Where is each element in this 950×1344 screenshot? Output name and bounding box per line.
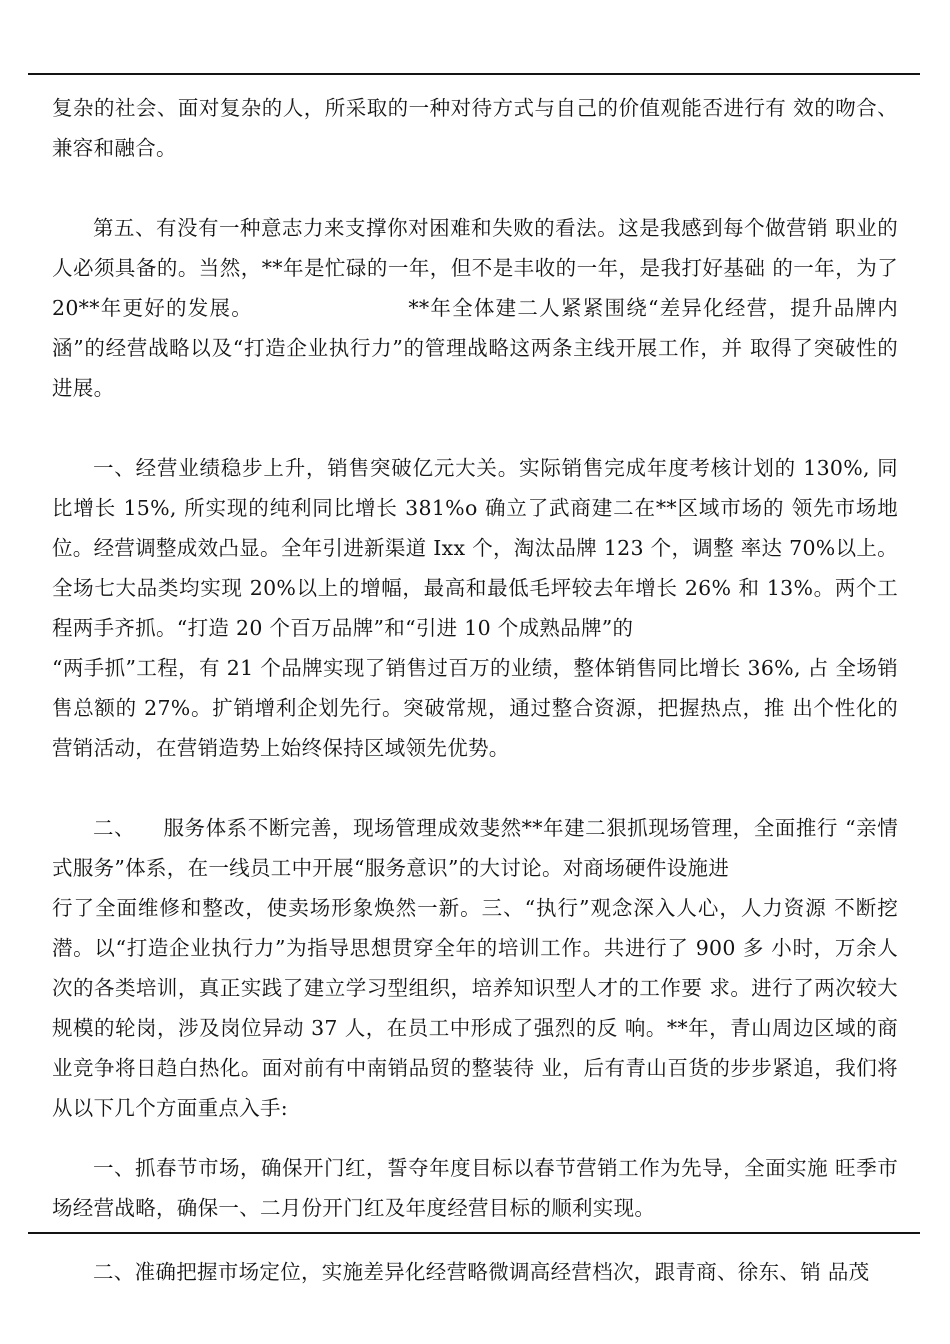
paragraph-6: 行了全面维修和整改，使卖场形象焕然一新。三、“执行”观念深入人心，人力资源 不断挖潜。以“打造企业执行力”为指导思想贯穿全年的培训工作。共进行了 900 多 小时，万余人次的各类培训，真正实践了建立学习型组织，培养知识型人才的工作要 求。进行了两次较大规模的轮岗，涉及岗位异动 37 人，在员工中形成了强烈的反 响。**年，青山周边区域的商业竞争将日趋白热化。面对前有中南销品贸的整装待 业，后有青山百货的步步紧追，我们将从以下几个方面重点入手: xyxy=(52,896,898,1120)
paragraph-8: 二、准确把握市场定位，实施差异化经营略微调高经营档次，跟青商、徐东、销 品茂 xyxy=(93,1260,870,1284)
paragraph-2: 第五、有没有一种意志力来支撑你对困难和失败的看法。这是我感到每个做营销 职业的人必须具备的。当然，**年是忙碌的一年，但不是丰收的一年，是我打好基础 的一年，为了 20**年更好的发展。 **年全体建二人紧紧围绕“差异化经营，提升品牌内涵”的经营战略以及“打造企业执行力”的管理战略这两条主线开展工作，并 取得了突破性的进展。 xyxy=(52,216,905,400)
paragraph-3: 一、经营业绩稳步上升，销售突破亿元大关。实际销售完成年度考核计划的 130%, 同比增长 15%, 所实现的纯利同比增长 381%o 确立了武商建二在**区域市场的 领先市场地位。经营调整成效凸显。全年引进新渠道 Ixx 个，淘汰品牌 123 个，调整 率达 70%以上。全场七大品类均实现 20%以上的增幅，最高和最低毛坪较去年增长 26% 和 13%。两个工程两手齐抓。“打造 20 个百万品牌”和“引进 10 个成熟品牌”的 xyxy=(52,456,898,640)
document-body xyxy=(52,88,905,1228)
document-footer-block xyxy=(52,1252,898,1292)
paragraph-1: 复杂的社会、面对复杂的人，所采取的一种对待方式与自己的价值观能否进行有 效的吻合、兼容和融合。 xyxy=(52,96,898,160)
horizontal-rule-bottom xyxy=(28,1232,920,1234)
paragraph-7: 一、抓春节市场，确保开门红，誓夺年度目标以春节营销工作为先导，全面实施 旺季市场经营战略，确保一、二月份开门红及年度经营目标的顺利实现。 xyxy=(52,1156,898,1220)
paragraph-4: “两手抓”工程，有 21 个品牌实现了销售过百万的业绩，整体销售同比增长 36%, 占 全场销售总额的 27%。扩销增利企划先行。突破常规，通过整合资源，把握热点，推 出个性化的营销活动，在营销造势上始终保持区域领先优势。 xyxy=(52,656,898,760)
horizontal-rule-top xyxy=(28,73,920,75)
paragraph-5: 二、 服务体系不断完善，现场管理成效斐然**年建二狠抓现场管理，全面推行 “亲情式服务”体系，在一线员工中开展“服务意识”的大讨论。对商场硬件设施进 xyxy=(52,816,898,880)
